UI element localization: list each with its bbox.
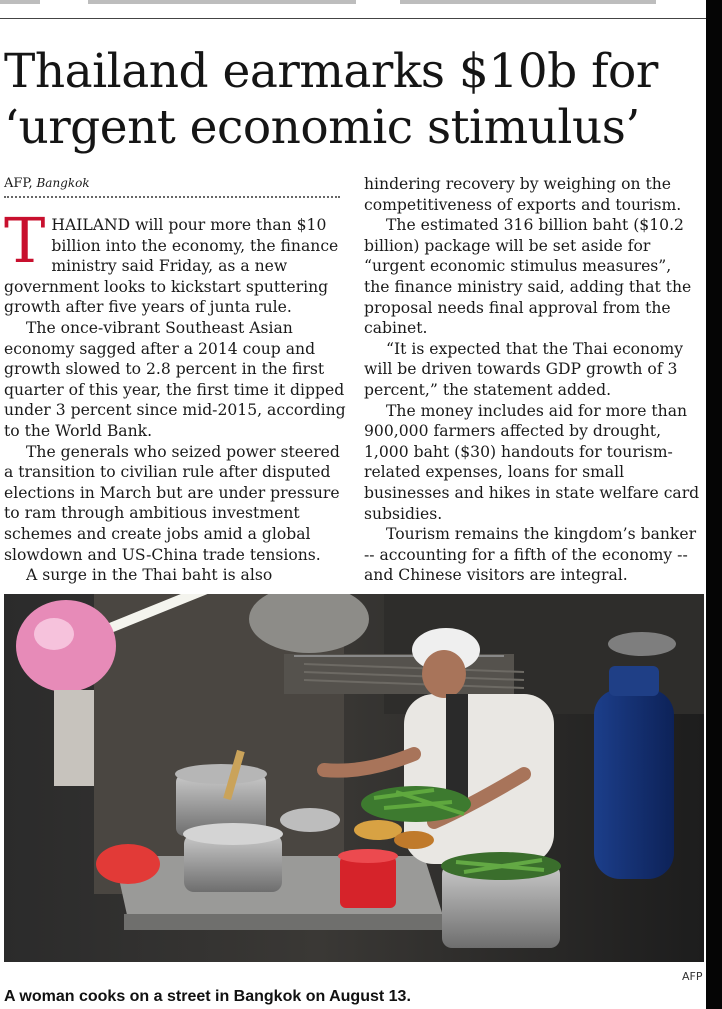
page-edge	[706, 0, 722, 1009]
headline-line-2: ‘urgent economic stimulus’	[4, 100, 640, 155]
photo-credit: AFP	[682, 970, 703, 983]
drop-cap: T	[4, 204, 46, 277]
article-paragraph: The once-vibrant Southeast Asian economy sagged after a 2014 coup and growth slowed to 2.8 percent in the first quarter of this year, the first time it dipped under 3 percent since mid-2015, according to the World Bank.	[4, 318, 346, 440]
byline-place: Bangkok	[36, 176, 90, 190]
street-cooking-illustration	[4, 594, 704, 962]
continued-text: hindering recovery by weighing on the competitiveness of exports and tourism.	[364, 175, 682, 214]
article-paragraph: A surge in the Thai baht is also	[26, 566, 273, 585]
header-text-fragment	[88, 0, 356, 4]
headline	[4, 44, 706, 156]
photo-caption: A woman cooks on a street in Bangkok on August 13.	[4, 988, 411, 1005]
lead-text: HAILAND will pour more than $10 billion into the economy, the finance ministry said Friday, as a new government looks to kickstart sputtering growth after five years of junta rule.	[4, 216, 339, 317]
article-paragraph: The generals who seized power steered a transition to civilian rule after disputed elections in March but are under pressure to ram through ambitious investment schemes and create jobs amid a global slowdown and US-China trade tensions.	[4, 442, 340, 564]
page-header-rule	[0, 0, 706, 19]
byline-agency: AFP,	[4, 176, 33, 191]
article-paragraph: The estimated 316 billion baht ($10.2 billion) package will be set aside for “urgent economic stimulus measures”, the finance ministry said, adding that the proposal needs final approval from the cabinet.	[364, 216, 692, 338]
byline	[4, 176, 90, 191]
dotted-divider	[4, 196, 340, 198]
article-paragraph: The money includes aid for more than 900,000 farmers affected by drought, 1,000 baht ($30) handouts for tourism-related expenses, loans for small businesses and hikes in state welfare card subsidies.	[364, 401, 700, 523]
article-paragraph: “It is expected that the Thai economy will be driven towards GDP growth of 3 percent,” the statement added.	[364, 339, 684, 399]
header-text-fragment	[0, 0, 40, 4]
lead-paragraph	[4, 204, 346, 318]
article-column-2	[364, 174, 700, 586]
article-column-1	[4, 204, 346, 586]
article-paragraph: Tourism remains the kingdom’s banker -- accounting for a fifth of the economy -- and Chinese visitors are integral.	[364, 525, 697, 585]
headline-line-1: Thailand earmarks $10b for	[4, 44, 658, 99]
header-text-fragment	[400, 0, 656, 4]
news-photo	[4, 594, 704, 962]
